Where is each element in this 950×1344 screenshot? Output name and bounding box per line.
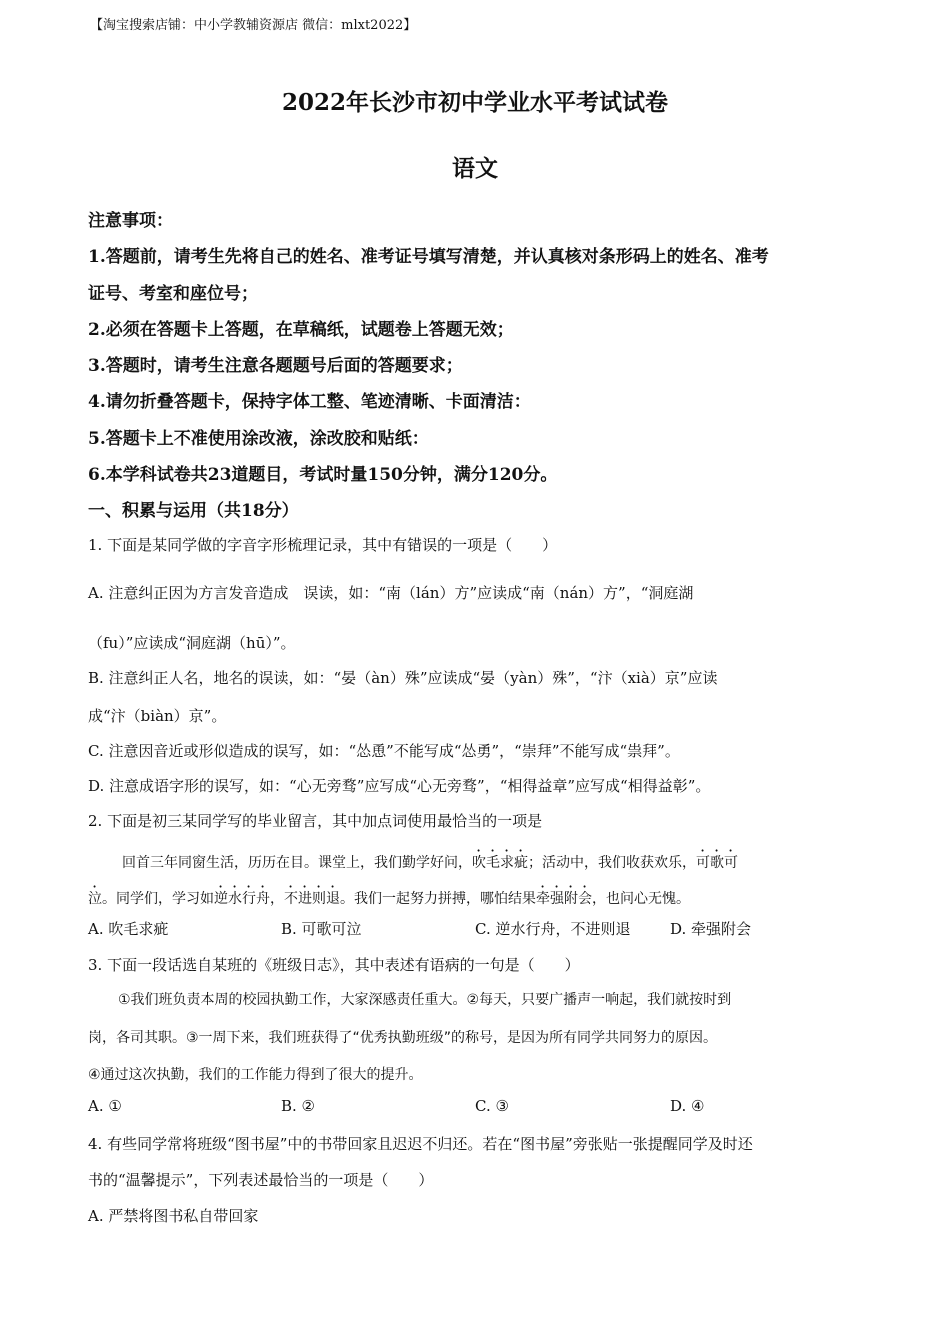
passage-line: ④通过这次执勤，我们的工作能力得到了很大的提升。 <box>88 1067 423 1083</box>
emphasized-word: 吹毛求疵 <box>472 855 528 871</box>
option-text: （fu）”应读成“洞庭湖（hū）”。 <box>88 634 296 652</box>
option-c: C. ③ <box>475 1097 509 1115</box>
notice-heading: 注意事项： <box>88 211 173 231</box>
exam-title: 2022年长沙市初中学业水平考试试卷 <box>281 89 668 116</box>
option-d: D. ④ <box>670 1097 705 1115</box>
emphasized-word: 逆水行舟，不进则退 <box>214 891 340 907</box>
option-text: A. 严禁将图书私自带回家 <box>88 1207 259 1225</box>
passage-text: 。我们一起努力拼搏，哪怕结果 <box>340 891 536 907</box>
section-heading: 一、积累与运用（共18分） <box>88 501 299 521</box>
question-stem: 4. 有些同学常将班级“图书屋”中的书带回家且迟迟不归还。若在“图书屋”旁张贴一张提醒同学及时还 <box>88 1135 753 1153</box>
exam-subject: 语文 <box>452 155 498 182</box>
notice-item: 3.答题时，请考生注意各题题号后面的答题要求； <box>88 356 463 376</box>
emphasized-word: 可歌可 <box>696 855 738 871</box>
passage-line: 岗，各司其职。③一周下来，我们班获得了“优秀执勤班级”的称号，是因为所有同学共同努力的原因。 <box>88 1030 718 1046</box>
passage-text: ，也问心无愧。 <box>592 891 690 907</box>
passage-text: 回首三年同窗生活，历历在目。课堂上，我们勤学好问， <box>122 855 472 871</box>
option-d: D. 牵强附会 <box>670 920 752 938</box>
notice-item: 6.本学科试卷共23道题目，考试时量150分钟，满分120分。 <box>88 465 558 485</box>
emphasized-word: 泣 <box>88 891 102 907</box>
emphasized-word: 牵强附会 <box>536 891 592 907</box>
option-text: B. 注意纠正人名，地名的误读，如：“晏（àn）殊”应读成“晏（yàn）殊”，“汴（xià）京”应读 <box>88 669 718 687</box>
notice-item: 4.请勿折叠答题卡，保持字体工整、笔迹清晰、卡面清洁： <box>88 392 531 412</box>
notice-item: 2.必须在答题卡上答题，在草稿纸，试题卷上答题无效； <box>88 320 514 340</box>
notice-item: 证号、考室和座位号； <box>88 284 258 304</box>
passage-text: ；活动中，我们收获欢乐， <box>528 855 696 871</box>
question-stem: 1. 下面是某同学做的字音字形梳理记录，其中有错误的一项是（ ） <box>88 536 558 554</box>
question-stem: 书的“温馨提示”，下列表述最恰当的一项是（ ） <box>88 1171 434 1189</box>
option-a: A. 吹毛求疵 <box>88 920 169 938</box>
question-stem: 2. 下面是初三某同学写的毕业留言，其中加点词使用最恰当的一项是 <box>88 812 543 830</box>
passage-text: 。同学们，学习如 <box>102 891 214 907</box>
notice-item: 5.答题卡上不准使用涂改液，涂改胶和贴纸： <box>88 429 429 449</box>
option-text: D. 注意成语字形的误写，如：“心无旁骛”应写成“心无旁骛”，“相得益章”应写成“相得益彰”。 <box>88 777 711 795</box>
option-b: B. ② <box>281 1097 316 1115</box>
passage-line <box>88 883 690 908</box>
option-text: A. 注意纠正因为方言发音造成 误读，如：“南（lán）方”应读成“南（nán）方”，“洞庭湖 <box>88 584 694 602</box>
passage-line: ①我们班负责本周的校园执勤工作，大家深感责任重大。②每天，只要广播声一响起，我们就按时到 <box>118 992 732 1008</box>
option-c: C. 逆水行舟，不进则退 <box>475 920 631 938</box>
option-b: B. 可歌可泣 <box>281 920 362 938</box>
notice-item: 1.答题前，请考生先将自己的姓名、准考证号填写清楚，并认真核对条形码上的姓名、准考 <box>88 247 769 267</box>
option-a: A. ① <box>88 1097 122 1115</box>
option-text: 成“汴（biàn）京”。 <box>88 707 227 725</box>
option-text: C. 注意因音近或形似造成的误写，如：“怂恿”不能写成“怂勇”，“崇拜”不能写成“祟拜”。 <box>88 742 680 760</box>
question-stem: 3. 下面一段话选自某班的《班级日志》，其中表述有语病的一句是（ ） <box>88 956 580 974</box>
passage-line <box>122 847 738 872</box>
page-header: 【淘宝搜索店铺：中小学教辅资源店 微信：mlxt2022】 <box>90 18 417 33</box>
